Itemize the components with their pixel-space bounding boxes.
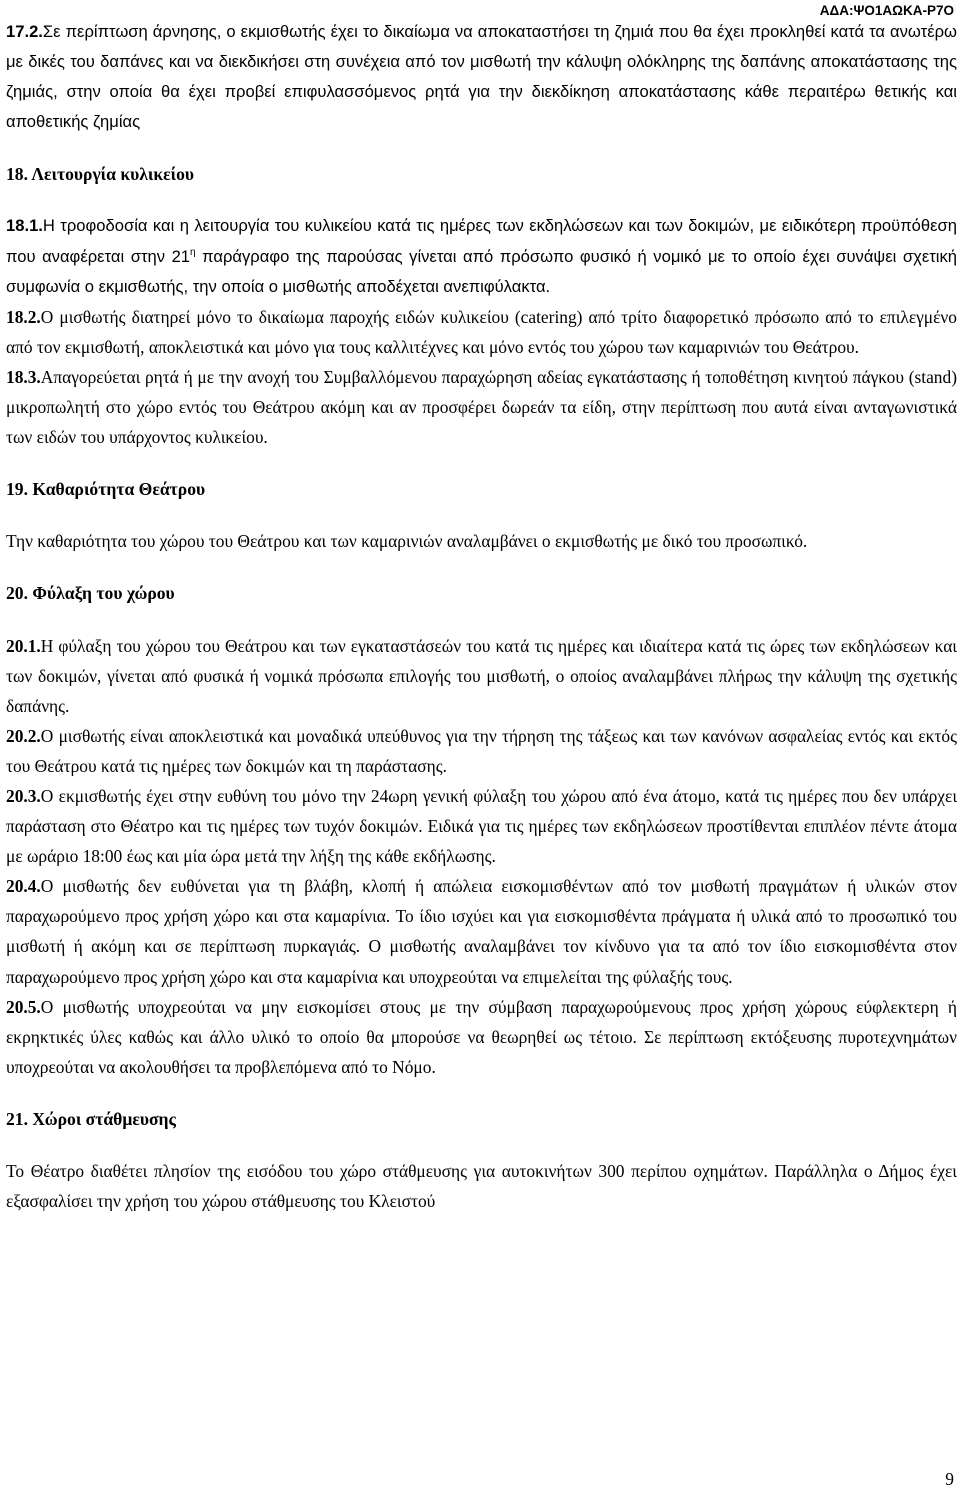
- clause-text: Ο μισθωτής δεν ευθύνεται για τη βλάβη, κλοπή ή απώλεια εισκομισθέντων από τον μισθωτή πραγμάτων ή υλικών στον παραχωρούμενο προς χρήση χώρο και στα καμαρίνια. Το ίδιο ισχύει και για εισκομισθέντα πράγματα ή υλικά από το προσωπικό του μισθωτή ή ακόμη και σε περίπτωση πυρκαγιάς. Ο μισθωτής αναλαμβάνει τον κίνδυνο για τα από τον ίδιο εισκομισθέντα στον παραχωρούμενο προς χρήση χώρο και στα καμαρίνια και υποχρεούται να επιμελείται της φύλαξής τους.: [6, 876, 957, 987]
- paragraph-20-1: [6, 631, 957, 721]
- ada-code: ΑΔΑ:ΨΟ1ΑΩΚΑ-Ρ7Ο: [819, 3, 954, 18]
- clause-text: Σε περίπτωση άρνησης, ο εκμισθωτής έχει το δικαίωμα να αποκαταστήσει τη ζημιά που θα έχει προκληθεί κατά τα ανωτέρω με δικές του δαπάνες και να διεκδικήσει στη συνέχεια από τον μισθωτή την κάλυψη ολόκληρης της δαπάνης αποκατάστασης της ζημιάς, στην οποία θα έχει προβεί επιφυλασσόμενος ρητά για την διεκδίκηση αποκατάστασης κάθε περαιτέρω θετικής και αποθετικής ζημίας: [6, 22, 957, 132]
- clause-number: 18.2.: [6, 306, 41, 327]
- paragraph-19: [6, 526, 957, 556]
- clause-text: Ο μισθωτής διατηρεί μόνο το δικαίωμα παροχής ειδών κυλικείου (catering) από τρίτο διαφορετικό πρόσωπο από το επιλεγμένο από τον εκμισθωτή, αποκλειστικά και μόνο για τους καλλιτέχνες και μόνο εντός του χώρου των καμαρινιών του Θεάτρου.: [6, 306, 957, 357]
- page-number: 9: [945, 1469, 954, 1489]
- paragraph-18-3: [6, 362, 957, 452]
- clause-text: Ο μισθωτής υποχρεούται να μην εισκομίσει στους με την σύμβαση παραχωρούμενους προς χρήση χώρους εύφλεκτερη ή εκρηκτικές ύλες καθώς και άλλο υλικό το οποίο θα μπορούσε να θεωρηθεί ως τέτοιο. Σε περίπτωση εκτόξευσης πυροτεχνημάτων υποχρεούται να ακολουθήσει τα προβλεπόμενα από το Νόμο.: [6, 996, 957, 1077]
- clause-text: Την καθαριότητα του χώρου του Θεάτρου και των καμαρινιών αναλαμβάνει ο εκμισθωτής με δικό του προσωπικό.: [6, 531, 808, 552]
- section-heading-18: 18. Λειτουργία κυλικείου: [6, 164, 195, 185]
- section-heading-19: 19. Καθαριότητα Θεάτρου: [6, 479, 206, 500]
- section-heading-20: 20. Φύλαξη του χώρου: [6, 583, 175, 604]
- superscript: η: [190, 246, 196, 258]
- paragraph-18-2: [6, 302, 957, 362]
- paragraph-20-5: [6, 992, 957, 1082]
- clause-text: Ο μισθωτής είναι αποκλειστικά και μοναδικά υπεύθυνος για την τήρηση της τάξεως και των κανόνων ασφαλείας εντός και εκτός του Θεάτρου κατά τις ημέρες των δοκιμών και τη παράστασης.: [6, 725, 957, 776]
- paragraph-20-4: [6, 871, 957, 991]
- clause-text: Το Θέατρο διαθέτει πλησίον της εισόδου του χώρο στάθμευσης για αυτοκινήτων 300 περίπου οχημάτων. Παράλληλα ο Δήμος έχει εξασφαλίσει την χρήση του χώρου στάθμευσης του Κλειστού: [6, 1161, 957, 1212]
- clause-text: Η τροφοδοσία και η λειτουργία του κυλικείου κατά τις ημέρες των εκδηλώσεων και των δοκιμών, με ειδικότερη προϋπόθεση που αναφέρεται στην 21: [6, 216, 957, 266]
- clause-number: 20.3.: [6, 785, 41, 806]
- clause-number: 18.3.: [6, 366, 41, 387]
- section-heading-21: 21. Χώροι στάθμευσης: [6, 1108, 176, 1129]
- clause-text: Απαγορεύεται ρητά ή με την ανοχή του Συμβαλλόμενου παραχώρηση αδείας εγκατάστασης ή τοποθέτηση κινητού πάγκου (stand) μικροπωλητή στο χώρο εντός του Θεάτρου ακόμη και αν προσφέρει δωρεάν τα είδη, στην περίπτωση που αυτά είναι ανταγωνιστικά των ειδών του υπάρχοντος κυλικείου.: [6, 366, 957, 448]
- clause-number: 20.5.: [6, 996, 41, 1017]
- clause-text-cont: παράγραφο της παρούσας γίνεται από πρόσωπο φυσικό ή νομικό με το οποίο έχει συνάψει σχετική συμφωνία ο εκμισθωτής, την οποία ο μισθωτής αποδέχεται ανεπιφύλακτα.: [6, 246, 957, 296]
- paragraph-18-1: [6, 211, 957, 301]
- clause-text: Η φύλαξη του χώρου του Θεάτρου και των εγκαταστάσεών του κατά τις ημέρες και ιδιαίτερα κατά τις ώρες των εκδηλώσεων και των δοκιμών, γίνεται από φυσικά ή νομικά πρόσωπα επιλογής του μισθωτή, ο οποίος αναλαμβάνει πλήρως την κάλυψη της σχετικής δαπάνης.: [6, 635, 957, 716]
- paragraph-20-3: [6, 781, 957, 871]
- paragraph-21: [6, 1156, 957, 1216]
- clause-number: 18.1.: [6, 216, 43, 236]
- clause-text: Ο εκμισθωτής έχει στην ευθύνη του μόνο την 24ωρη γενική φύλαξη του χώρου από ένα άτομο, κατά τις ημέρες που δεν υπάρχει παράσταση στο Θέατρο και τις ημέρες των τυχόν δοκιμών. Ειδικά για τις ημέρες των εκδηλώσεων προστίθενται επιπλέον πέντε άτομα με ωράριο 18:00 έως και μία ώρα μετά την λήξη της κάθε εκδήλωσης.: [6, 785, 957, 867]
- document-body: [6, 17, 957, 1216]
- paragraph-20-2: [6, 721, 957, 781]
- clause-number: 20.1.: [6, 635, 41, 656]
- paragraph-17-2: [6, 17, 957, 137]
- clause-number: 17.2.: [6, 22, 43, 41]
- clause-number: 20.2.: [6, 725, 41, 746]
- clause-number: 20.4.: [6, 876, 41, 897]
